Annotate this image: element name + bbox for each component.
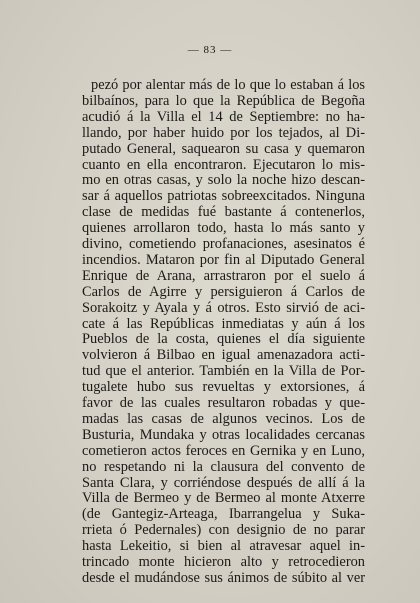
- text-line: Busturia, Mundaka y otras localidades cercanas: [82, 426, 365, 443]
- text-line: incendios. Mataron por fin al Diputado General: [82, 251, 365, 268]
- text-line: divino, cometiendo profanaciones, asesinatos é: [82, 236, 365, 252]
- text-line: tugalete hubo sus revueltas y extorsiones, á: [82, 379, 365, 396]
- text-line: Enrique de Arana, arrastraron por el suelo á: [82, 267, 365, 284]
- text-line: putado General, saquearon su casa y quemaron: [82, 140, 365, 157]
- text-line: bilbaínos, para lo que la República de Begoña: [82, 92, 365, 109]
- text-line: Sorakoitz y Ayala y á otros. Esto sirvió de aci-: [82, 299, 365, 316]
- text-line: Villa de Bermeo y de Bermeo al monte Atxerre: [82, 490, 365, 507]
- text-line: pezó por alentar más de lo que lo estaban á los: [91, 77, 365, 93]
- text-line: cate á las Repúblicas inmediatas y aún á los: [82, 315, 365, 332]
- text-line: trincado monte hicieron alto y retrocedieron: [82, 554, 365, 570]
- text-line: acudió á la Villa el 14 de Septiembre: no ha-: [82, 108, 365, 125]
- text-line: desde el mudándose sus ánimos de súbito al ver: [82, 569, 365, 586]
- text-line: no respetando ni la clausura del convento de: [82, 458, 365, 475]
- text-line: hasta Lekeitio, si bien al atravesar aquel in-: [82, 538, 365, 555]
- text-line: madas las casas de algunos vecinos. Los de: [82, 410, 365, 427]
- text-line: sar á aquellos patriotas sobreexcitados. Ninguna: [82, 188, 365, 205]
- text-line: mo en otras casas, y solo la noche hizo descan-: [82, 172, 365, 189]
- text-line: (de Gantegiz-Arteaga, Ibarrangelua y Suka-: [82, 506, 365, 523]
- text-line: cuanto en ella encontraron. Ejecutaron lo mis-: [82, 156, 365, 173]
- text-line: tud que el anterior. También en la Villa de Por-: [82, 363, 365, 380]
- text-line: Carlos de Agirre y persiguieron á Carlos de: [82, 283, 365, 300]
- text-line: clase de medidas fué bastante á contenerlos,: [82, 204, 365, 221]
- text-line: rrieta ó Pedernales) con designio de no parar: [82, 522, 365, 539]
- text-line: favor de las cuales resultaron robadas y que-: [82, 395, 365, 411]
- text-line: Pueblos de la costa, quienes el día siguiente: [82, 331, 365, 348]
- text-line: quienes arrollaron todo, hasta lo más santo y: [82, 220, 365, 237]
- text-line: llando, por haber huido por los tejados, al Di-: [82, 124, 365, 141]
- text-line: Santa Clara, y corriéndose después de allí á la: [82, 474, 365, 491]
- page-number: — 83 —: [187, 44, 233, 56]
- text-line: volvieron á Bilbao en igual amenazadora acti-: [82, 347, 365, 364]
- text-line: cometieron actos feroces en Gernika y en Luno,: [82, 442, 365, 459]
